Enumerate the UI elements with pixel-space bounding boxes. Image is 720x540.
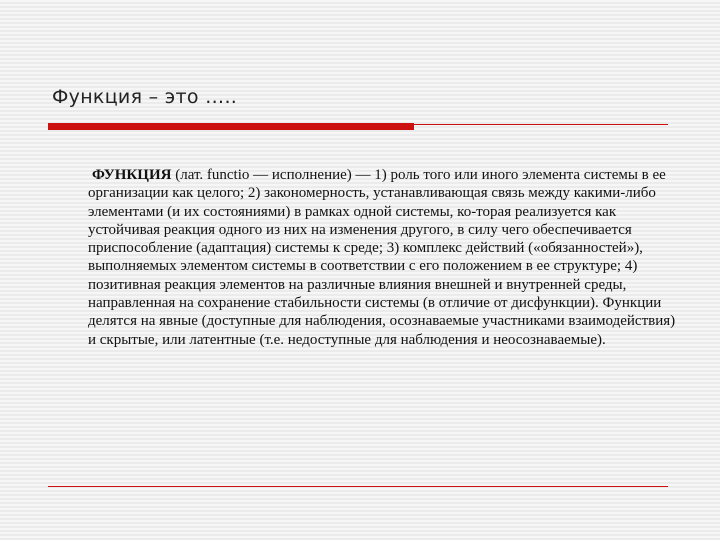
title-divider-bar <box>48 123 414 130</box>
definition-term: ФУНКЦИЯ <box>92 167 172 183</box>
bottom-divider-line <box>48 486 668 487</box>
definition-text: (лат. functio — исполнение) — 1) роль того или иного элемента системы в ее организации как целого; 2) закономерность, устанавливающая связь между какими-либо элементами (и их состояниями) в рамках одной системы, ко-торая реализуется как устойчивая реакция одного из них на изменения другого, в силу чего обеспечивается приспособление (адаптация) системы к среде; 3) комплекс действий («обязанностей»), выполняемых элементом системы в соответствии с его положением в ее структуре; 4) позитивная реакция элементов на различные влияния внешней и внутренней среды, направленная на сохранение стабильности системы (в отличие от дисфункции). Функции делятся на явные (доступные для наблюдения, осознаваемые участниками взаимодействия) и скрытые, или латентные (т.е. недоступные для наблюдения и неосознаваемые). <box>88 167 676 348</box>
definition-paragraph <box>88 166 676 349</box>
slide-title: Функция – это ….. <box>52 86 238 108</box>
